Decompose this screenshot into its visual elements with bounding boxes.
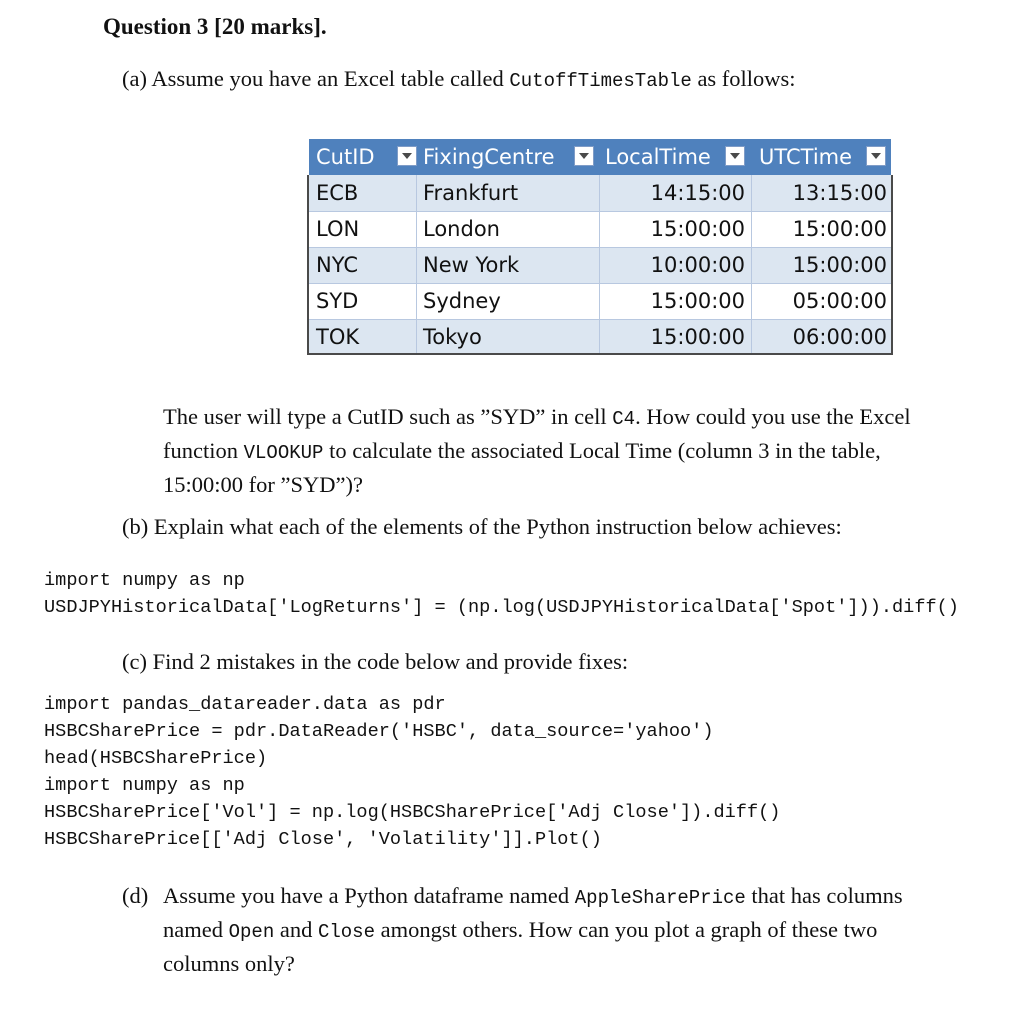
part-d-line-2	[163, 914, 1003, 948]
part-d-text: that has columns	[745, 883, 903, 908]
part-a-body-text: . How could you use the Excel	[635, 404, 911, 429]
code-line: head(HSBCSharePrice)	[44, 748, 268, 769]
cell-reference-code: C4	[612, 408, 636, 430]
part-d-label: (d)	[122, 883, 149, 908]
table-row	[309, 319, 891, 353]
part-b-prompt	[122, 511, 842, 543]
part-a-body	[163, 401, 1003, 501]
part-d-text: amongst others. How can you plot a graph of these two	[374, 917, 878, 942]
selection-border	[307, 175, 309, 353]
cell-utctime: 06:00:00	[792, 325, 887, 349]
part-d-text: named	[163, 917, 229, 942]
close-column-code: Close	[317, 921, 375, 943]
part-b-text: Explain what each of the elements of the Python instruction below achieves:	[153, 514, 842, 539]
row-divider	[309, 247, 891, 248]
table-row	[309, 247, 891, 283]
table-row	[309, 211, 891, 247]
row-divider	[309, 211, 891, 212]
part-d-text: Assume you have a Python dataframe named	[163, 883, 575, 908]
part-d-text: and	[274, 917, 318, 942]
filter-dropdown-icon[interactable]	[574, 146, 594, 166]
part-a-label: (a)	[122, 66, 147, 91]
open-column-code: Open	[228, 921, 275, 943]
cell-fixingcentre: London	[423, 217, 500, 241]
cell-localtime: 15:00:00	[650, 325, 745, 349]
part-a-intro-after: as follows:	[691, 66, 796, 91]
cell-cutid: SYD	[316, 289, 359, 313]
row-divider	[309, 319, 891, 320]
column-divider	[416, 175, 417, 353]
selection-border	[891, 175, 893, 353]
header-utctime: UTCTime	[759, 145, 853, 169]
filter-dropdown-icon[interactable]	[725, 146, 745, 166]
cell-localtime: 15:00:00	[650, 217, 745, 241]
cell-fixingcentre: Frankfurt	[423, 181, 519, 205]
header-fixingcentre: FixingCentre	[423, 145, 555, 169]
code-line: HSBCSharePrice['Vol'] = np.log(HSBCSharePrice['Adj Close']).diff()	[44, 802, 781, 823]
vlookup-code: VLOOKUP	[243, 442, 324, 464]
part-c-label: (c)	[122, 649, 147, 674]
part-a-body-text: The user will type a CutID such as ”SYD” in cell	[163, 404, 613, 429]
column-divider	[599, 175, 600, 353]
cell-localtime: 10:00:00	[650, 253, 745, 277]
table-header-row	[309, 139, 891, 175]
cell-fixingcentre: Sydney	[423, 289, 501, 313]
dataframe-name-code: AppleSharePrice	[574, 887, 746, 909]
filter-dropdown-icon[interactable]	[866, 146, 886, 166]
part-b-code-block	[44, 567, 959, 621]
filter-dropdown-icon[interactable]	[397, 146, 417, 166]
part-b-label: (b)	[122, 514, 149, 539]
header-cutid: CutID	[316, 145, 375, 169]
part-a-body-line-3: 15:00:00 for ”SYD”)?	[163, 472, 363, 497]
cell-fixingcentre: New York	[423, 253, 520, 277]
code-line: import numpy as np	[44, 775, 245, 796]
cell-utctime: 15:00:00	[792, 217, 887, 241]
table-name-code: CutoffTimesTable	[509, 70, 692, 92]
cell-utctime: 13:15:00	[792, 181, 887, 205]
row-divider	[309, 283, 891, 284]
part-a-body-line-2	[163, 435, 1003, 469]
code-line: import numpy as np	[44, 570, 245, 591]
part-a-intro-before: Assume you have an Excel table called	[151, 66, 510, 91]
part-c-code-block	[44, 691, 780, 853]
cell-cutid: NYC	[316, 253, 359, 277]
cell-utctime: 15:00:00	[792, 253, 887, 277]
header-localtime: LocalTime	[605, 145, 711, 169]
part-a-body-text: function	[163, 438, 244, 463]
cell-fixingcentre: Tokyo	[423, 325, 482, 349]
cell-cutid: LON	[316, 217, 360, 241]
part-d-line-1	[163, 880, 1003, 914]
part-d-line-3: columns only?	[163, 951, 295, 976]
excel-table	[309, 139, 891, 353]
code-line: HSBCSharePrice[['Adj Close', 'Volatility']].Plot()	[44, 829, 602, 850]
table-row	[309, 283, 891, 319]
code-line: HSBCSharePrice = pdr.DataReader('HSBC', data_source='yahoo')	[44, 721, 714, 742]
question-title: Question 3 [20 marks].	[103, 14, 327, 39]
code-line: USDJPYHistoricalData['LogReturns'] = (np.log(USDJPYHistoricalData['Spot'])).diff()	[44, 597, 959, 618]
code-line: import pandas_datareader.data as pdr	[44, 694, 446, 715]
selection-border	[307, 353, 893, 355]
part-c-prompt	[122, 646, 628, 678]
part-a-intro	[122, 63, 796, 97]
part-a-body-line-1	[163, 401, 1003, 435]
table-row	[309, 175, 891, 211]
cell-cutid: ECB	[316, 181, 359, 205]
cell-localtime: 14:15:00	[650, 181, 745, 205]
part-c-text: Find 2 mistakes in the code below and provide fixes:	[152, 649, 629, 674]
cell-cutid: TOK	[316, 325, 360, 349]
cell-localtime: 15:00:00	[650, 289, 745, 313]
column-divider	[751, 175, 752, 353]
cell-utctime: 05:00:00	[792, 289, 887, 313]
part-d-body	[163, 880, 1003, 980]
part-a-body-text: to calculate the associated Local Time (column 3 in the table,	[323, 438, 881, 463]
